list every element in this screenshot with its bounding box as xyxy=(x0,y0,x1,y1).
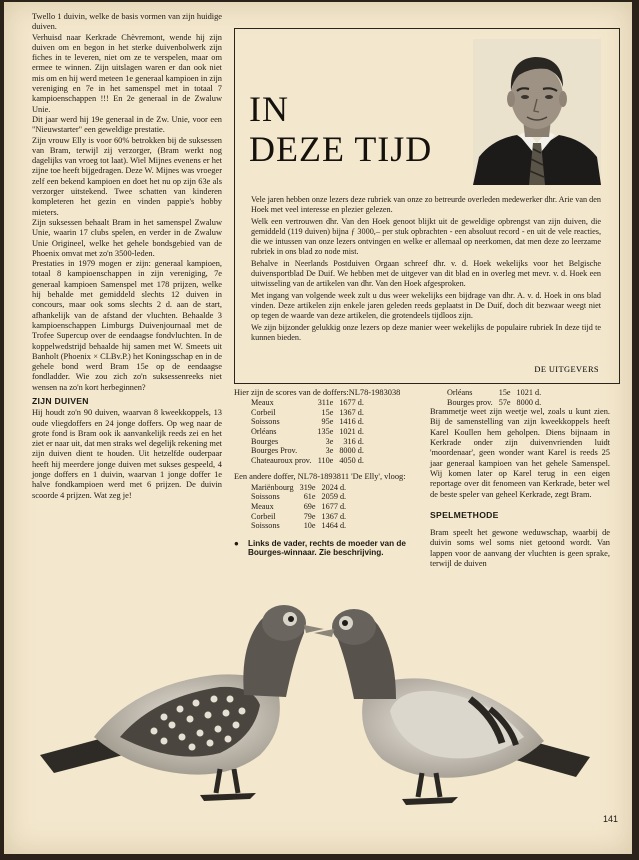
race-rank: 110e xyxy=(317,455,334,465)
race-name: Bourges prov. xyxy=(447,397,493,407)
middle-column xyxy=(234,388,419,558)
race-entries: 1021 d. xyxy=(339,427,364,437)
table-row xyxy=(248,398,367,408)
headline-line: IN xyxy=(249,89,289,129)
intro-paragraph: Welk een vertrouwen dhr. Van den Hoek genoot blijkt uit de geweldige opbrengst van zijn duiven, die gemiddeld (119 duiven) bijna ƒ 3000,– per stuk opbrachten - een absoluut record - en uit de vele reacties, die we intussen van onze lezers ontvingen en welke er allemaal op neerkomen, dat men deze zo leerzame rubriek in ons blad zo node mist. xyxy=(251,217,601,256)
scores-table-3 xyxy=(444,388,544,407)
intro-text xyxy=(251,195,601,345)
section-heading-spelmethode: SPELMETHODE xyxy=(430,509,499,520)
race-entries: 1367 d. xyxy=(321,511,347,521)
race-rank: 15e xyxy=(498,388,511,397)
table-row xyxy=(444,388,544,398)
scores-table-2 xyxy=(248,483,349,531)
magazine-page xyxy=(4,2,632,854)
race-name: Orléans xyxy=(447,388,473,397)
race-entries: 4050 d. xyxy=(339,455,364,465)
headline xyxy=(249,89,432,169)
right-pigeon xyxy=(314,609,590,805)
table-row xyxy=(444,398,544,408)
race-entries: 8000 d. xyxy=(516,397,542,407)
race-rank: 79e xyxy=(303,511,316,521)
race-entries: 316 d. xyxy=(343,436,364,446)
race-name: Meaux xyxy=(251,398,274,408)
table-row xyxy=(248,446,367,456)
race-entries: 2059 d. xyxy=(321,492,347,502)
left-paragraph: Zijn vrouw Elly is voor 60% betrokken bij de suksessen van Bram, terwijl zij verzorger, (Bram werkt nog dagelijks van vroeg tot laat). Wiel Mijnes evenens er het zijne toe heeft bijgedragen. Deze W. Mijnes was vroeger zelf een bekend kampioen en doet het nu op zijn 63e als verzorger uitstekend. Twee schatten van kinderen kompleteren het gezin en vinden pappie's hobby mieters. xyxy=(32,135,222,217)
race-rank: 3e xyxy=(325,446,334,456)
race-entries: 8000 d. xyxy=(339,446,364,456)
race-name: Mariënbourg xyxy=(251,482,294,492)
table-row xyxy=(248,492,349,502)
race-name: Corbeil xyxy=(251,407,276,417)
table-row xyxy=(248,437,367,447)
headline-line: DEZE TIJD xyxy=(249,129,433,169)
portrait-photo xyxy=(473,39,601,185)
race-name: Meaux xyxy=(251,501,274,511)
race-entries: 1464 d. xyxy=(321,521,347,531)
intro-paragraph: We zijn bijzonder gelukkig onze lezers op deze manier weer wekelijks de populaire rubriek In deze tijd te kunnen bieden. xyxy=(251,323,601,342)
race-rank: 61e xyxy=(303,492,316,502)
race-name: Bourges xyxy=(251,436,279,446)
table-row xyxy=(248,427,367,437)
intro-paragraph: Vele jaren hebben onze lezers deze rubriek van onze zo betreurde overleden medewerker dhr. Arie van den Hoek met veel interesse en plezier gelezen. xyxy=(251,195,601,214)
race-name: Chateauroux prov. xyxy=(251,455,312,465)
signature: DE UITGEVERS xyxy=(534,365,599,374)
race-rank: 3e xyxy=(325,436,334,446)
table-row xyxy=(248,417,367,427)
race-rank: 319e xyxy=(299,482,316,492)
photo-caption-text: Links de vader, rechts de moeder van de Bourges-winnaar. Zie beschrijving. xyxy=(248,538,406,558)
race-rank: 57e xyxy=(498,397,511,407)
scores-intro: Een andere doffer, NL78-1893811 'De Elly', vloog: xyxy=(234,472,406,482)
left-pigeon xyxy=(40,605,324,801)
race-rank: 135e xyxy=(317,427,334,437)
scores-table-1 xyxy=(248,398,367,465)
page-number: 141 xyxy=(602,814,618,824)
race-rank: 10e xyxy=(303,521,316,531)
pigeons-photo xyxy=(24,587,608,817)
race-name: Soissons xyxy=(251,492,280,502)
right-paragraph: Brammetje weet zijn weetje wel, zoals u kunt zien. Bij de samenstelling van zijn kweekkoppels heeft Karel Koullen hem geholpen. Diens bijnaam in Kerkrade onder zijn duivenvrienden luidt 'moordenaar', geen wonder want Karel is reeds 25 jaar generaal kampioen van het gehele Samenspel. Wij komen later op Karel terug in een eigen reportage over dit fenomeen van Kerkrade, beter wel de beste speler van geheel Kerkrade, zegt Bram. xyxy=(430,407,610,499)
left-paragraph: Hij houdt zo'n 90 duiven, waarvan 8 kweekkoppels, 13 oude vliegdoffers en 24 jonge doffers. Op weg naar de grote fond is Bram ook ik aanvankelijk reeds zei en het ziet er naar uit, dat men straks wel degelijk rekening met zijn duiven dient te houden. Uit hetzelfde ouderpaar heeft hij meerdere jonge duiven met sukses gespeeld, 4 jonge doffers en 1 duivin, waarvan 1 jonge doffer 1e halve fondkampioen werd met 6 prijzen. De duivin scoorde 4 prijzen. Wat zeg je! xyxy=(32,408,222,500)
table-row xyxy=(248,512,349,522)
table-row xyxy=(248,456,367,466)
portrait-image xyxy=(473,39,601,185)
right-column xyxy=(430,388,610,569)
intro-paragraph: Behalve in Neerlands Postduiven Orgaan schreef dhr. v. d. Hoek wekelijks voor het Belgische duivensportblad De Duif. We hebben met de uitgever van dit blad en in overleg met mevr. v. d. Hoek een uitwisseling van de artikelen van dhr. Van den Hoek afgesproken. xyxy=(251,259,601,288)
section-heading-zijn-duiven: ZIJN DUIVEN xyxy=(32,395,89,406)
race-entries: 1416 d. xyxy=(339,417,364,427)
table-row xyxy=(248,521,349,531)
race-rank: 69e xyxy=(303,501,316,511)
race-entries: 2024 d. xyxy=(321,482,347,492)
intro-box xyxy=(234,28,620,384)
left-column xyxy=(32,12,222,501)
race-rank: 15e xyxy=(321,407,334,417)
race-name: Bourges Prov. xyxy=(251,446,298,456)
table-row xyxy=(248,502,349,512)
race-name: Soissons xyxy=(251,521,280,531)
race-name: Soissons xyxy=(251,417,280,427)
race-entries: 1677 d. xyxy=(339,398,364,408)
race-entries: 1021 d. xyxy=(516,388,542,397)
left-paragraph: Twello 1 duivin, welke de basis vormen van zijn huidige duiven. xyxy=(32,12,222,32)
bullet-icon: ● xyxy=(234,538,239,548)
race-entries: 1367 d. xyxy=(339,407,364,417)
left-paragraph: Prestaties in 1979 mogen er zijn: generaal kampioen, totaal 8 kampioenschappen in zijn vereniging, 7e generaal kampioen Samenspel met 178 prijzen, welke hij behalde met gemiddeld slechts 12 duiven in concours, maar ook soms slechts 2 d. aan de start, afhankelijk van de afstand der vluchten. Behaalde 3 kampioenschappen Limburgs Duivenjournaal met de Trofee Supercup over de eendaagse fondvluchten. In de koppelwedstrijd behaalde hij samen met W. Smeets uit Banholt (Phoenix × CLBv.P.) het Koningsschap en in de gehele bond werd Bram 15e op de eendaagse fondladder. Wie zou zich zo'n suksessenreeks niet wensen na zo'n kort herbeginnen? xyxy=(32,259,222,392)
race-rank: 95e xyxy=(321,417,334,427)
right-paragraph: Bram speelt het gewone weduwschap, waarbij de duivin soms wel soms niet getoond wordt. Van lappen voor de aanvang der vluchten is geen sprake, terwijl de duiven xyxy=(430,528,610,569)
race-entries: 1677 d. xyxy=(321,501,347,511)
left-paragraph: Dit jaar werd hij 19e generaal in de Zw. Unie, voor een "Nieuwstarter" een geweldige prestatie. xyxy=(32,114,222,135)
race-name: Orléans xyxy=(251,427,277,437)
table-row xyxy=(248,408,367,418)
intro-paragraph: Met ingang van volgende week zult u dus weer wekelijks een bijdrage van dhr. A. v. d. Hoek in ons blad vinden. Deze artikelen zijn enkele jaren geleden reeds geplaatst in De Duif, doch dit bezwaar weegt niet op tegen de waarde van deze artikelen, die grotendeels tijdloos zijn. xyxy=(251,291,601,320)
scores-intro: Hier zijn de scores van de doffers:NL78-1983038 xyxy=(234,388,401,397)
left-paragraph: Verhuisd naar Kerkrade Chèvremont, wende hij zijn duiven om en begon in het sterke duivenbolwerk zijn fiches in te leveren, niet om ze te verspelen, maar om ermee te winnen. Zijn uitslagen waren er dan ook niet mis om en hij werd meteen 1e generaal kampioen in zijn vereniging en 7e in het samenspel met in totaal 7 kampioenschappen !!! En 2e generaal in de Zwaluw Unie. xyxy=(32,32,222,114)
race-rank: 311e xyxy=(317,398,334,408)
photo-caption xyxy=(234,539,419,558)
left-paragraph: Zijn suksessen behaalt Bram in het samenspel Zwaluw Unie, waarin 17 clubs spelen, en verder in de Zwaluw Unie Origineel, welke het gehele bondsgebied van de Phoenix omvat met zo'n 3500-leden. xyxy=(32,217,222,258)
table-row xyxy=(248,483,349,493)
race-name: Corbeil xyxy=(251,511,276,521)
pigeons-image xyxy=(24,587,608,817)
